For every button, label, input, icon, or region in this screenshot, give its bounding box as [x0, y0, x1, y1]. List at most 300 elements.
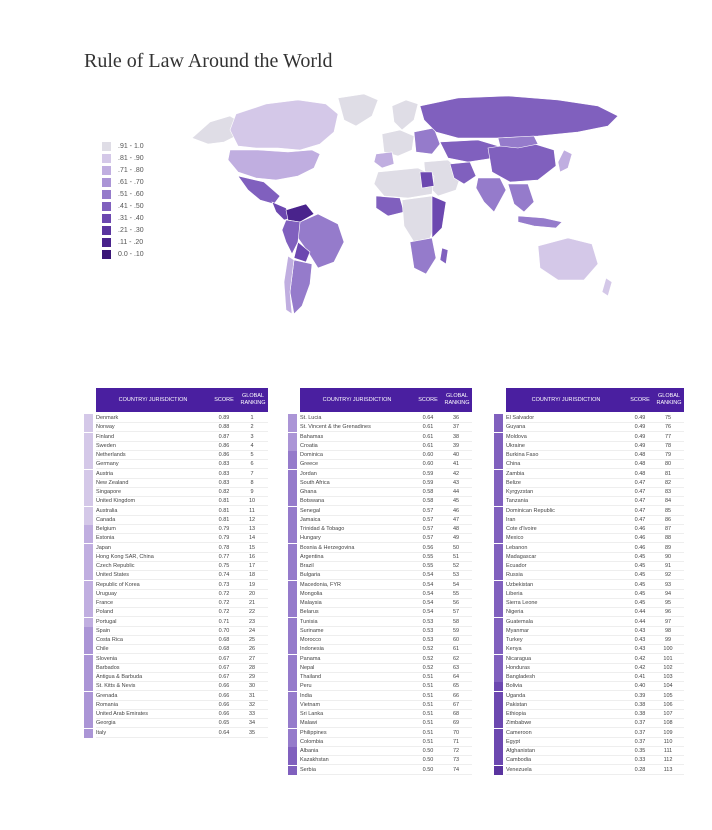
country-score: 0.59	[422, 470, 434, 477]
country-name: Turkey	[506, 637, 523, 643]
table-row	[288, 756, 472, 765]
country-name: Colombia	[300, 738, 324, 745]
country-name: Panama	[300, 655, 321, 662]
table-row	[494, 645, 684, 654]
row-divider	[506, 774, 684, 775]
row-swatch	[84, 460, 93, 469]
country-score: 0.88	[218, 424, 230, 431]
row-swatch	[494, 664, 503, 673]
country-name: Bangladesh	[506, 674, 536, 680]
row-swatch	[84, 553, 93, 562]
legend-label: .81 - .90	[118, 155, 144, 162]
row-swatch	[288, 553, 297, 562]
country-rank: 97	[664, 618, 672, 625]
country-score: 0.66	[218, 692, 230, 699]
table-row	[494, 590, 684, 599]
table-header	[300, 388, 472, 412]
country-name: Thailand	[300, 674, 322, 680]
row-swatch	[288, 738, 297, 747]
country-score: 0.57	[422, 526, 434, 532]
country-score: 0.54	[422, 609, 434, 616]
table-row	[288, 747, 472, 756]
country-score: 0.49	[634, 433, 646, 440]
country-rank: 78	[664, 442, 672, 449]
country-rank: 70	[452, 729, 460, 736]
country-rank: 13	[248, 526, 256, 532]
table-row	[288, 451, 472, 460]
table-row	[84, 618, 268, 627]
country-rank: 49	[452, 535, 460, 542]
row-swatch	[84, 664, 93, 673]
legend-item	[102, 225, 192, 236]
table-row	[494, 618, 684, 627]
southeast-asia-region	[508, 184, 534, 212]
header-score: SCORE	[630, 396, 650, 403]
row-swatch	[494, 756, 503, 765]
table-row	[288, 488, 472, 497]
header-country: COUNTRY/ JURISDICTION	[118, 396, 188, 403]
country-rank: 105	[663, 692, 673, 699]
table-row	[494, 692, 684, 701]
country-score: 0.43	[634, 646, 646, 653]
table-row	[494, 507, 684, 516]
country-rank: 100	[663, 646, 673, 653]
country-name: Madagascar	[506, 553, 537, 560]
page-title: Rule of Law Around the World	[84, 50, 333, 72]
country-rank: 67	[452, 701, 460, 708]
country-name: Uzbekistan	[506, 581, 534, 588]
country-name: Hungary	[300, 535, 321, 542]
legend-swatch	[102, 166, 111, 175]
row-swatch	[288, 701, 297, 710]
table-row	[494, 710, 684, 719]
country-score: 0.53	[422, 618, 434, 625]
table-row	[84, 507, 268, 516]
table-row	[84, 627, 268, 636]
country-name: Greece	[300, 461, 319, 468]
country-name: United States	[96, 572, 130, 579]
row-swatch	[288, 470, 297, 479]
row-swatch	[494, 516, 503, 525]
country-rank: 103	[663, 674, 673, 680]
country-rank: 101	[663, 655, 673, 662]
country-score: 0.35	[634, 748, 646, 754]
country-rank: 25	[248, 637, 256, 643]
row-swatch	[494, 423, 503, 432]
country-rank: 33	[248, 711, 256, 717]
table-row	[84, 599, 268, 608]
country-score: 0.75	[218, 563, 230, 569]
country-score: 0.42	[634, 664, 646, 671]
country-rank: 47	[452, 516, 460, 523]
country-rank: 15	[248, 544, 256, 551]
row-swatch	[84, 470, 93, 479]
table-row	[288, 553, 472, 562]
country-score: 0.37	[634, 738, 646, 745]
country-name: Cameroon	[506, 729, 532, 736]
table-row	[494, 525, 684, 534]
country-name: Sri Lanka	[300, 711, 324, 717]
row-swatch	[84, 507, 93, 516]
country-score: 0.51	[422, 729, 434, 736]
iberia-region	[374, 152, 394, 168]
row-swatch	[288, 636, 297, 645]
country-rank: 82	[664, 479, 672, 486]
table-row	[84, 553, 268, 562]
row-swatch	[288, 516, 297, 525]
row-swatch	[494, 673, 503, 682]
argentina-region	[290, 260, 312, 314]
country-name: Costa Rica	[96, 637, 123, 643]
table-row	[84, 544, 268, 553]
country-name: Hong Kong SAR, China	[96, 553, 154, 560]
table-row	[288, 682, 472, 691]
country-rank: 89	[664, 544, 672, 551]
table-row	[84, 581, 268, 590]
china-region	[488, 142, 556, 182]
row-swatch	[494, 692, 503, 701]
country-score: 0.45	[634, 563, 646, 569]
row-swatch	[84, 627, 93, 636]
southern-africa-region	[410, 238, 436, 274]
row-swatch	[288, 599, 297, 608]
table-row	[288, 655, 472, 664]
legend-item	[102, 165, 192, 176]
egypt-region	[420, 172, 434, 188]
country-rank: 96	[664, 609, 672, 616]
country-rank: 35	[248, 729, 256, 736]
country-rank: 113	[663, 766, 673, 773]
country-score: 0.58	[422, 489, 434, 495]
table-row	[84, 729, 268, 738]
country-rank: 26	[248, 646, 256, 653]
country-rank: 110	[663, 738, 673, 745]
table-row	[494, 719, 684, 728]
country-name: Guatemala	[506, 618, 533, 625]
country-score: 0.51	[422, 720, 434, 727]
country-score: 0.56	[422, 544, 434, 551]
country-name: Dominican Republic	[506, 507, 555, 514]
row-swatch	[288, 571, 297, 580]
row-swatch	[494, 701, 503, 710]
table-row	[84, 488, 268, 497]
country-score: 0.33	[634, 757, 646, 764]
country-score: 0.61	[422, 424, 434, 431]
row-divider	[300, 774, 472, 775]
table-row	[288, 470, 472, 479]
country-name: Estonia	[96, 535, 115, 542]
legend-item	[102, 189, 192, 200]
table-row	[84, 692, 268, 701]
table-row	[84, 433, 268, 442]
table-row	[84, 562, 268, 571]
row-swatch	[288, 655, 297, 664]
country-rank: 50	[452, 544, 460, 551]
table-row	[288, 627, 472, 636]
table-row	[288, 636, 472, 645]
legend-label: .51 - .60	[118, 191, 144, 198]
country-rank: 64	[452, 674, 460, 680]
table-row	[288, 442, 472, 451]
country-score: 0.52	[422, 646, 434, 653]
table-row	[288, 738, 472, 747]
country-score: 0.47	[634, 507, 646, 514]
country-name: Zimbabwe	[506, 720, 532, 727]
country-score: 0.65	[218, 720, 230, 727]
country-score: 0.51	[422, 692, 434, 699]
country-name: Tanzania	[506, 498, 529, 505]
legend-label: .61 - .70	[118, 179, 144, 186]
country-score: 0.48	[634, 470, 646, 477]
table-row	[288, 729, 472, 738]
row-swatch	[494, 738, 503, 747]
table-row	[494, 729, 684, 738]
table-row	[84, 571, 268, 580]
country-name: Uruguay	[96, 590, 117, 597]
country-rank: 24	[248, 627, 256, 634]
country-rank: 45	[452, 498, 460, 505]
row-swatch	[288, 645, 297, 654]
table-row	[494, 414, 684, 423]
row-swatch	[494, 442, 503, 451]
table-row	[84, 516, 268, 525]
country-score: 0.53	[422, 627, 434, 634]
table-row	[494, 738, 684, 747]
country-score: 0.49	[634, 442, 646, 449]
country-name: Grenada	[96, 692, 118, 699]
table-row	[84, 525, 268, 534]
row-swatch	[84, 525, 93, 534]
country-name: India	[300, 692, 312, 699]
country-rank: 3	[250, 433, 254, 440]
country-name: Slovenia	[96, 655, 118, 662]
row-swatch	[288, 423, 297, 432]
country-rank: 65	[452, 683, 460, 690]
row-swatch	[494, 451, 503, 460]
country-rank: 56	[452, 600, 460, 606]
japan-region	[558, 150, 572, 172]
country-name: Pakistan	[506, 701, 528, 708]
row-swatch	[288, 719, 297, 728]
country-score: 0.64	[218, 729, 230, 736]
country-name: Denmark	[96, 415, 119, 421]
table-row	[494, 497, 684, 506]
row-swatch	[84, 571, 93, 580]
legend-swatch	[102, 226, 111, 235]
table-row	[288, 701, 472, 710]
row-swatch	[84, 710, 93, 719]
asia	[420, 96, 618, 228]
legend-item	[102, 201, 192, 212]
row-swatch	[288, 479, 297, 488]
table-row	[288, 414, 472, 423]
country-rank: 88	[664, 535, 672, 542]
country-rank: 40	[452, 452, 460, 458]
table-row	[288, 710, 472, 719]
table-row	[84, 423, 268, 432]
table-row	[494, 747, 684, 756]
country-name: Bolivia	[506, 683, 523, 690]
country-rank: 17	[248, 563, 256, 569]
country-score: 0.70	[218, 627, 230, 634]
legend-label: .31 - .40	[118, 215, 144, 222]
country-name: Georgia	[96, 720, 116, 727]
row-swatch	[288, 590, 297, 599]
table-row	[288, 544, 472, 553]
row-swatch	[494, 553, 503, 562]
table-row	[494, 599, 684, 608]
country-score: 0.54	[422, 572, 434, 579]
country-name: Lebanon	[506, 544, 528, 551]
row-swatch	[84, 645, 93, 654]
country-name: Poland	[96, 609, 114, 616]
country-name: Kazakhstan	[300, 757, 329, 764]
legend-label: 0.0 - .10	[118, 251, 144, 258]
world-map	[188, 92, 628, 324]
country-rank: 58	[452, 618, 460, 625]
legend-swatch	[102, 178, 111, 187]
country-score: 0.51	[422, 738, 434, 745]
country-rank: 43	[452, 479, 460, 486]
row-swatch	[288, 451, 297, 460]
table-row	[494, 636, 684, 645]
country-rank: 53	[452, 572, 460, 579]
country-name: St. Vincent & the Grenadines	[300, 424, 371, 431]
country-name: Bosnia & Herzegovina	[300, 544, 355, 551]
country-name: Ecuador	[506, 563, 527, 569]
country-score: 0.87	[218, 433, 230, 440]
table-row	[494, 423, 684, 432]
row-swatch	[84, 636, 93, 645]
ranking-table-1	[84, 388, 268, 742]
table-row	[288, 571, 472, 580]
country-name: New Zealand	[96, 479, 129, 486]
oceania	[538, 238, 612, 296]
header-score: SCORE	[214, 396, 234, 403]
country-name: France	[96, 600, 114, 606]
country-name: Macedonia, FYR	[300, 581, 341, 588]
country-name: Tunisia	[300, 618, 318, 625]
country-rank: 8	[250, 479, 254, 486]
country-name: Japan	[96, 544, 111, 551]
legend-swatch	[102, 190, 111, 199]
country-score: 0.52	[422, 655, 434, 662]
country-rank: 28	[248, 664, 256, 671]
row-swatch	[84, 719, 93, 728]
country-rank: 60	[452, 637, 460, 643]
row-swatch	[84, 618, 93, 627]
country-score: 0.77	[218, 553, 230, 560]
table-row	[494, 682, 684, 691]
country-rank: 112	[663, 757, 673, 764]
row-swatch	[288, 692, 297, 701]
country-rank: 21	[248, 600, 256, 606]
country-score: 0.44	[634, 609, 646, 616]
country-score: 0.39	[634, 692, 646, 699]
table-row	[288, 516, 472, 525]
country-name: Burkina Faso	[506, 452, 539, 458]
row-swatch	[84, 608, 93, 617]
country-score: 0.66	[218, 711, 230, 717]
table-row	[84, 460, 268, 469]
country-score: 0.61	[422, 433, 434, 440]
row-swatch	[494, 747, 503, 756]
country-name: South Africa	[300, 479, 330, 486]
country-name: St. Kitts & Nevis	[96, 683, 136, 690]
country-name: Bahamas	[300, 433, 324, 440]
country-score: 0.66	[218, 683, 230, 690]
row-swatch	[494, 599, 503, 608]
row-swatch	[288, 682, 297, 691]
row-swatch	[494, 655, 503, 664]
row-swatch	[84, 497, 93, 506]
country-score: 0.40	[634, 683, 646, 690]
country-rank: 85	[664, 507, 672, 514]
table-row	[494, 756, 684, 765]
row-swatch	[84, 682, 93, 691]
row-swatch	[288, 627, 297, 636]
table-row	[84, 534, 268, 543]
table-row	[84, 442, 268, 451]
row-swatch	[494, 590, 503, 599]
russia-region	[420, 96, 618, 138]
country-name: Romania	[96, 701, 119, 708]
country-rank: 7	[250, 470, 254, 477]
country-score: 0.60	[422, 461, 434, 468]
table-row	[288, 460, 472, 469]
country-rank: 69	[452, 720, 460, 727]
country-name: Uganda	[506, 692, 526, 699]
country-name: China	[506, 461, 521, 468]
table-row	[84, 645, 268, 654]
country-name: Chile	[96, 646, 109, 653]
row-swatch	[288, 442, 297, 451]
country-rank: 14	[248, 535, 256, 542]
country-name: Sweden	[96, 442, 116, 449]
row-swatch	[494, 544, 503, 553]
country-name: Kenya	[506, 646, 522, 653]
row-swatch	[288, 729, 297, 738]
country-rank: 91	[664, 563, 672, 569]
row-swatch	[288, 710, 297, 719]
country-name: Bulgaria	[300, 572, 321, 579]
mexico-region	[238, 176, 280, 204]
table-row	[84, 590, 268, 599]
row-swatch	[84, 423, 93, 432]
country-score: 0.57	[422, 535, 434, 542]
country-name: Singapore	[96, 489, 122, 495]
country-score: 0.59	[422, 479, 434, 486]
country-score: 0.38	[634, 711, 646, 717]
row-swatch	[494, 534, 503, 543]
country-rank: 99	[664, 637, 672, 643]
country-rank: 12	[248, 516, 256, 523]
country-score: 0.64	[422, 415, 434, 421]
row-swatch	[494, 470, 503, 479]
country-name: Albania	[300, 748, 319, 754]
country-score: 0.52	[422, 664, 434, 671]
table-row	[494, 664, 684, 673]
table-row	[84, 451, 268, 460]
country-name: Egypt	[506, 738, 521, 745]
country-score: 0.45	[634, 581, 646, 588]
table-row	[494, 544, 684, 553]
country-rank: 106	[663, 701, 673, 708]
table-row	[494, 442, 684, 451]
country-score: 0.43	[634, 627, 646, 634]
table-row	[84, 701, 268, 710]
country-score: 0.37	[634, 729, 646, 736]
